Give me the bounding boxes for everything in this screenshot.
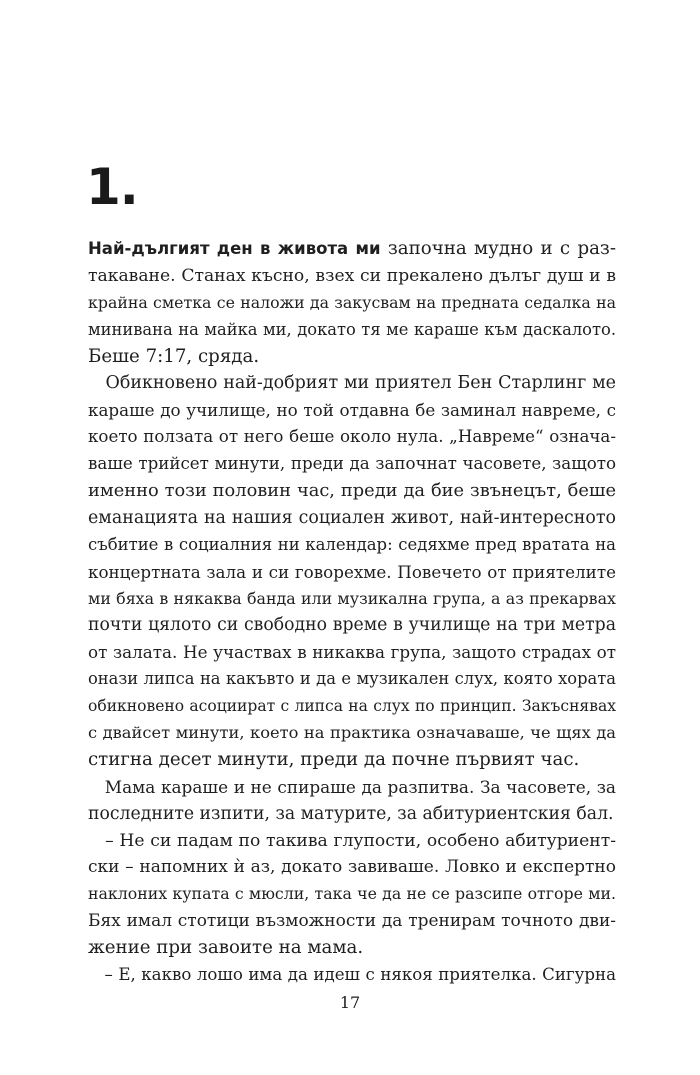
text-line: стигна десет минути, преди да почне първият час. [88, 748, 580, 770]
text-line: Най-дългият ден в живота ми започна мудно и с раз- [88, 238, 616, 259]
text-line: крайна сметка се наложи да закусвам на предната седалка на [88, 292, 616, 312]
text-line: наклоних купата с мюсли, така че да не се разсипе отгоре ми. [88, 884, 616, 904]
text-line: караше до училище, но той отдавна бе заминал навреме, с [88, 400, 616, 421]
text-line: концертната зала и си говорехме. Повечето от приятелите [88, 561, 616, 582]
text-line: – Е, какво лошо има да идеш с някоя приятелка. Сигурна [88, 965, 616, 985]
text-line: ваше трийсет минути, преди да започнат часовете, защото [88, 454, 616, 474]
text-line: именно този половин час, преди да бие звънецът, беше [88, 480, 616, 502]
text-line: с двайсет минути, което на практика означаваше, че щях да [88, 723, 616, 743]
text-line: което ползата от него беше около нула. „Навреме“ означа- [88, 427, 616, 447]
text-line: Бях имал стотици възможности да тренирам точното дви- [88, 911, 616, 932]
text-line: ми бяха в някаква банда или музикална група, а аз прекарвах [88, 588, 616, 608]
text-line: еманацията на нашия социален живот, най-интересното [88, 507, 616, 528]
text-line: почти цялото си свободно време в училище на три метра [88, 615, 616, 636]
text-line: Мама караше и не спираше да разпитва. За часовете, за [88, 776, 616, 797]
text-line: такаване. Станах късно, взех си прекалено дълъг душ и в [88, 265, 616, 286]
text-line: събитие в социалния ни календар: седяхме пред вратата на [88, 534, 616, 554]
text-line: обикновено асоциират с липса на слух по принцип. Закъснявах [88, 697, 616, 716]
text-line: минивана на майка ми, докато тя ме караше към даскалото. [88, 319, 616, 339]
page-number: 17 [339, 993, 361, 1012]
chapter-number: 1. [86, 158, 138, 216]
body-text [88, 236, 616, 989]
text-line: от залата. Не участвах в никаква група, защото страдах от [88, 642, 616, 663]
text-line: Беше 7:17, сряда. [88, 345, 260, 367]
text-line: – Не си падам по такива глупости, особено абитуриент- [88, 830, 616, 851]
text-line: ски – напомних ѝ аз, докато завиваше. Ловко и експертно [88, 857, 616, 878]
text-line: жение при завоите на мама. [88, 937, 364, 959]
text-line: онази липса на какъвто и да е музикален слух, която хората [88, 669, 616, 689]
text-line: Обикновено най-добрият ми приятел Бен Старлинг ме [88, 373, 616, 394]
lead-in-bold-text: Най-дългият ден в живота ми [88, 239, 381, 258]
text-line: последните изпити, за матурите, за абитуриентския бал. [88, 803, 614, 824]
